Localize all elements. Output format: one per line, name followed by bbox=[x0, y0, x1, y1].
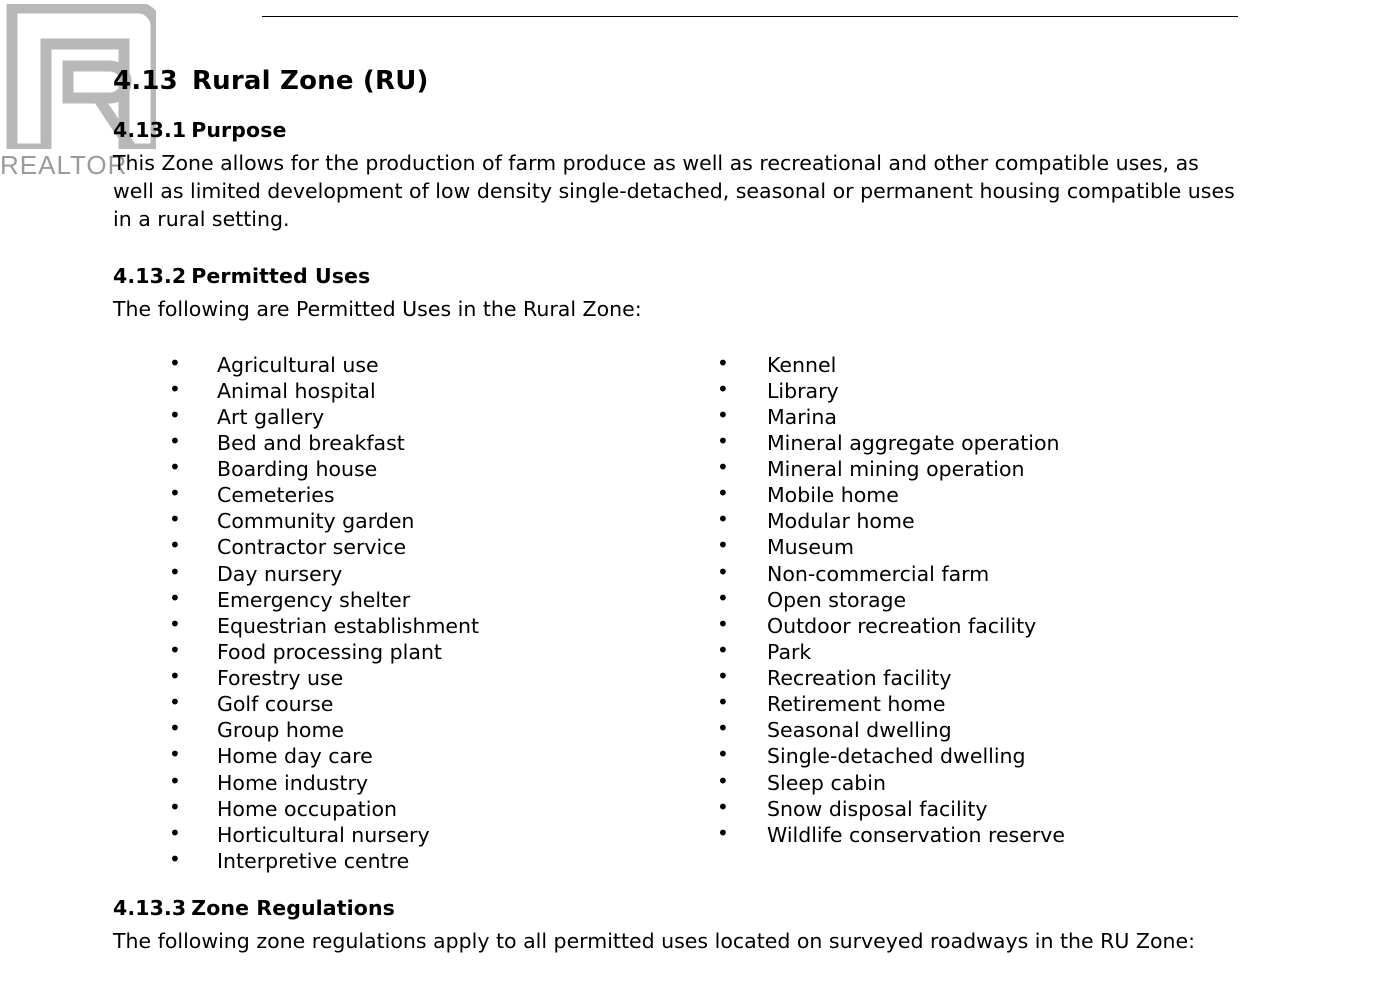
permitted-uses-left-column bbox=[113, 352, 663, 875]
zone-regulations-heading-text: Zone Regulations bbox=[191, 896, 395, 920]
permitted-uses-columns bbox=[113, 352, 1213, 875]
list-item: • Snow disposal facility bbox=[663, 796, 1213, 822]
list-item: • Mineral mining operation bbox=[663, 456, 1213, 482]
zone-regulations-number: 4.13.3 bbox=[113, 896, 187, 920]
permitted-uses-heading bbox=[113, 234, 1273, 288]
section-title-text: Rural Zone (RU) bbox=[191, 66, 429, 96]
permitted-uses-heading-text: Permitted Uses bbox=[191, 263, 371, 288]
zone-regulations-heading bbox=[113, 874, 1273, 920]
list-item: • Mineral aggregate operation bbox=[663, 430, 1213, 456]
list-item: • Modular home bbox=[663, 508, 1213, 534]
permitted-uses-number: 4.13.2 bbox=[113, 263, 187, 288]
list-item: • Emergency shelter bbox=[113, 587, 663, 613]
list-item: • Home industry bbox=[113, 770, 663, 796]
list-item: • Park bbox=[663, 639, 1213, 665]
list-item: • Seasonal dwelling bbox=[663, 717, 1213, 743]
list-item: • Boarding house bbox=[113, 456, 663, 482]
list-item: • Recreation facility bbox=[663, 665, 1213, 691]
list-item: • Single-detached dwelling bbox=[663, 743, 1213, 769]
list-item: • Community garden bbox=[113, 508, 663, 534]
list-item: • Kennel bbox=[663, 352, 1213, 378]
list-item: • Animal hospital bbox=[113, 378, 663, 404]
list-item: • Mobile home bbox=[663, 482, 1213, 508]
realtor-watermark-text: REALTOR bbox=[0, 150, 128, 180]
list-item: • Home day care bbox=[113, 743, 663, 769]
list-item: • Interpretive centre bbox=[113, 848, 663, 874]
document-page bbox=[113, 0, 1273, 956]
permitted-uses-left-list bbox=[113, 352, 663, 875]
list-item: • Sleep cabin bbox=[663, 770, 1213, 796]
list-item: • Outdoor recreation facility bbox=[663, 613, 1213, 639]
list-item: • Food processing plant bbox=[113, 639, 663, 665]
list-item: • Bed and breakfast bbox=[113, 430, 663, 456]
list-item: • Open storage bbox=[663, 587, 1213, 613]
list-item: • Day nursery bbox=[113, 561, 663, 587]
list-item: • Wildlife conservation reserve bbox=[663, 822, 1213, 848]
list-item: • Agricultural use bbox=[113, 352, 663, 378]
purpose-heading-text: Purpose bbox=[191, 118, 287, 142]
list-item: • Retirement home bbox=[663, 691, 1213, 717]
list-item: • Horticultural nursery bbox=[113, 822, 663, 848]
list-item: • Golf course bbox=[113, 691, 663, 717]
list-item: • Marina bbox=[663, 404, 1213, 430]
zone-regulations-paragraph: The following zone regulations apply to all permitted uses located on surveyed roadways in the RU Zone: bbox=[113, 929, 1196, 953]
list-item: • Home occupation bbox=[113, 796, 663, 822]
list-item: • Cemeteries bbox=[113, 482, 663, 508]
permitted-uses-right-list bbox=[663, 352, 1213, 848]
list-item: • Museum bbox=[663, 534, 1213, 560]
list-item: • Contractor service bbox=[113, 534, 663, 560]
section-number: 4.13 bbox=[113, 66, 178, 96]
purpose-number: 4.13.1 bbox=[113, 118, 187, 142]
purpose-paragraph: This Zone allows for the production of farm produce as well as recreational and other compatible uses, as well as limited development of low density single-detached, seasonal or permanent housing compatible uses in a rural setting. bbox=[113, 151, 1235, 231]
list-item: • Group home bbox=[113, 717, 663, 743]
list-item: • Non-commercial farm bbox=[663, 561, 1213, 587]
list-item: • Equestrian establishment bbox=[113, 613, 663, 639]
list-item: • Forestry use bbox=[113, 665, 663, 691]
purpose-heading bbox=[113, 96, 1273, 142]
list-item: • Art gallery bbox=[113, 404, 663, 430]
page-title bbox=[113, 0, 1273, 96]
list-item: • Library bbox=[663, 378, 1213, 404]
permitted-uses-intro: The following are Permitted Uses in the Rural Zone: bbox=[113, 296, 642, 321]
permitted-uses-right-column bbox=[663, 352, 1213, 875]
